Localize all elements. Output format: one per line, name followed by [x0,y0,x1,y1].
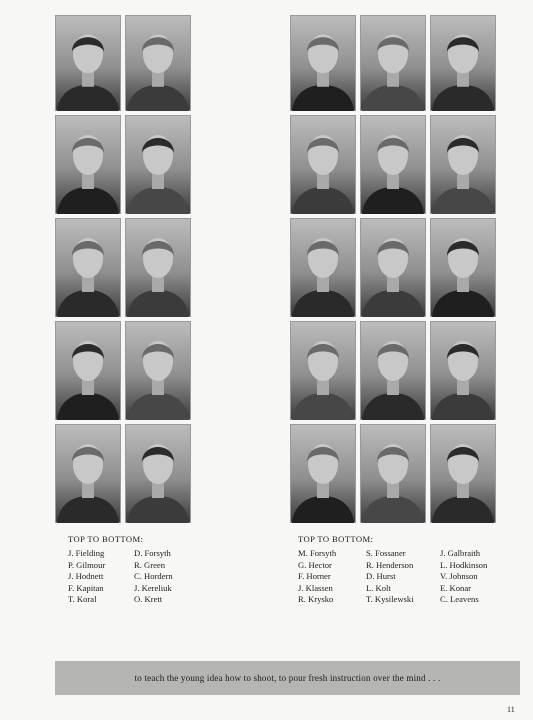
caption-name: T. Kysilewski [366,594,414,605]
portrait-silhouette [360,115,426,214]
portrait-photo [125,424,191,523]
portrait-photo [125,321,191,420]
caption-name: G. Hector [298,559,332,570]
caption-name: L. Hodkinson [440,559,488,570]
page-number: 11 [507,705,515,714]
caption-name: C. Hordern [134,571,173,582]
shoulders-shape [292,187,354,214]
portrait-silhouette [290,321,356,420]
shoulders-shape [362,393,424,420]
portrait-silhouette [125,15,191,111]
caption-name: C. Leavens [440,594,479,605]
caption-name: R. Krysko [298,594,334,605]
shoulders-shape [57,496,119,523]
portrait-silhouette [430,218,496,317]
caption-heading: TOP TO BOTTOM: [298,534,374,544]
portrait-photo [360,321,426,420]
portrait-photo [360,115,426,214]
portrait-photo [430,15,496,111]
shoulders-shape [127,85,189,111]
neck-shape [317,482,329,498]
neck-shape [152,71,164,87]
portrait-photo [125,218,191,317]
caption-column [68,548,105,606]
banner-text: to teach the young idea how to shoot, to pour fresh instruction over the mind . . . [134,673,441,683]
portrait-photo [430,424,496,523]
neck-shape [82,482,94,498]
shoulders-shape [57,393,119,420]
shoulders-shape [127,290,189,317]
shoulders-shape [127,496,189,523]
portrait-photo [125,115,191,214]
portrait-silhouette [430,15,496,111]
caption-name: J. Galbraith [440,548,481,558]
neck-shape [387,173,399,189]
caption-name: R. Green [134,559,166,570]
shoulders-shape [432,187,494,214]
portrait-silhouette [55,115,121,214]
neck-shape [457,379,469,395]
portrait-photo [55,424,121,523]
shoulders-shape [292,290,354,317]
portrait-photo [55,218,121,317]
shoulders-shape [362,290,424,317]
caption-heading: TOP TO BOTTOM: [68,534,144,544]
caption-name: D. Forsyth [134,548,171,558]
portrait-photo [430,115,496,214]
portrait-photo [290,115,356,214]
neck-shape [317,71,329,87]
caption-name: T. Koral [68,594,97,605]
caption-name: S. Fossaner [366,548,406,558]
portrait-silhouette [290,115,356,214]
caption-name: P. Gilmour [68,559,106,570]
portrait-silhouette [55,424,121,523]
neck-shape [152,482,164,498]
neck-shape [387,482,399,498]
caption-name: M. Forsyth [298,548,337,558]
quote-banner [55,661,520,695]
shoulders-shape [127,187,189,214]
shoulders-shape [362,85,424,111]
portrait-silhouette [430,115,496,214]
neck-shape [152,276,164,292]
neck-shape [387,71,399,87]
caption-name: J. Hodnett [68,571,104,582]
caption-name: L. Kolt [366,582,391,593]
shoulders-shape [127,393,189,420]
portrait-silhouette [125,115,191,214]
neck-shape [457,71,469,87]
caption-name: F. Kapitan [68,582,104,593]
portrait-silhouette [125,218,191,317]
portrait-silhouette [125,424,191,523]
shoulders-shape [432,290,494,317]
caption-name: O. Krett [134,594,163,605]
caption-name: J. Kereliuk [134,582,172,593]
caption-name: F. Horner [298,571,331,582]
right-caption [298,534,518,609]
neck-shape [82,379,94,395]
portrait-silhouette [360,424,426,523]
portrait-photo [360,15,426,111]
portrait-silhouette [55,15,121,111]
portrait-silhouette [430,321,496,420]
neck-shape [317,379,329,395]
portrait-photo [55,15,121,111]
portrait-silhouette [290,424,356,523]
shoulders-shape [57,85,119,111]
neck-shape [317,173,329,189]
shoulders-shape [292,496,354,523]
caption-name: J. Fielding [68,548,105,558]
caption-name: V. Johnson [440,571,478,582]
portrait-silhouette [360,321,426,420]
portrait-photo [290,321,356,420]
portrait-silhouette [55,321,121,420]
portrait-silhouette [55,218,121,317]
portrait-photo [360,424,426,523]
shoulders-shape [432,85,494,111]
neck-shape [82,71,94,87]
caption-name: R. Henderson [366,559,414,570]
portrait-silhouette [360,15,426,111]
portrait-photo [360,218,426,317]
shoulders-shape [432,496,494,523]
caption-column [366,548,414,606]
shoulders-shape [292,85,354,111]
caption-column [440,548,487,606]
neck-shape [152,173,164,189]
caption-column [134,548,173,606]
portrait-photo [290,424,356,523]
neck-shape [387,276,399,292]
portrait-silhouette [360,218,426,317]
portrait-photo [125,15,191,111]
neck-shape [457,173,469,189]
neck-shape [457,276,469,292]
shoulders-shape [57,290,119,317]
neck-shape [152,379,164,395]
shoulders-shape [432,393,494,420]
neck-shape [457,482,469,498]
shoulders-shape [362,187,424,214]
portrait-silhouette [430,424,496,523]
left-caption [68,534,218,609]
portrait-photo [290,15,356,111]
portrait-photo [55,321,121,420]
portrait-silhouette [125,321,191,420]
caption-column [298,548,336,606]
portrait-silhouette [290,218,356,317]
neck-shape [387,379,399,395]
caption-name: D. Hurst [366,571,396,582]
shoulders-shape [292,393,354,420]
caption-name: E. Konar [440,582,472,593]
caption-name: J. Klassen [298,582,333,593]
neck-shape [317,276,329,292]
shoulders-shape [362,496,424,523]
neck-shape [82,276,94,292]
portrait-photo [430,218,496,317]
portrait-photo [55,115,121,214]
portrait-silhouette [290,15,356,111]
portrait-photo [290,218,356,317]
neck-shape [82,173,94,189]
shoulders-shape [57,187,119,214]
portrait-photo [430,321,496,420]
